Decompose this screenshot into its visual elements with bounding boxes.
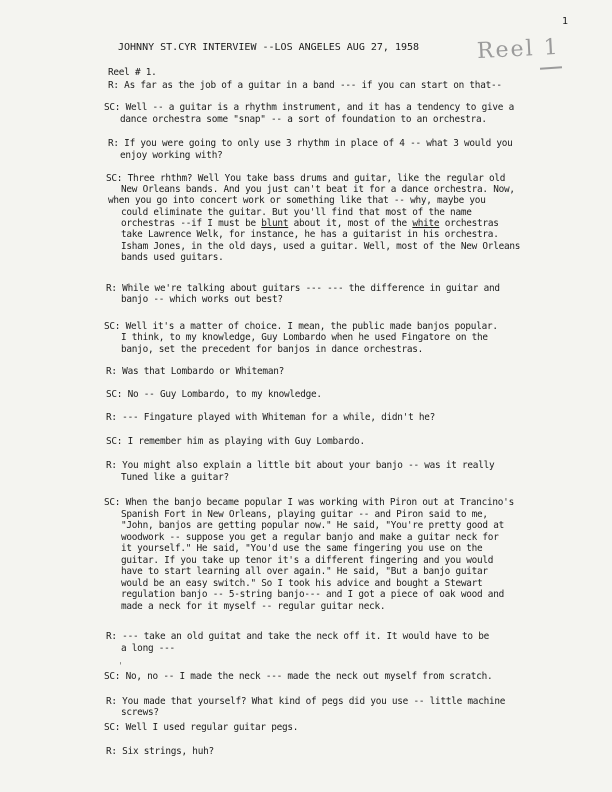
transcript-line: take Lawrence Welk, for instance, he has a guitarist in his orchestra. (121, 229, 499, 240)
transcript-line: SC: No, no -- I made the neck --- made the neck out myself from scratch. (104, 671, 493, 682)
transcript-line: banjo -- which works out best? (121, 294, 283, 305)
transcript-line: Spanish Fort in New Orleans, playing guitar -- and Piron said to me, (121, 509, 488, 520)
transcript-line: regulation banjo -- 5-string banjo--- and I got a piece of oak wood and (121, 589, 504, 600)
transcript-line: have to start learning all over again." He said, "But a banjo guitar (121, 566, 488, 577)
transcript-line: when you go into concert work or something like that -- why, maybe you (108, 195, 486, 206)
transcript-line: bands used guitars. (121, 252, 224, 263)
transcript-line: dance orchestra some "snap" -- a sort of foundation to an orchestra. (120, 114, 487, 125)
transcript-line: SC: Well it's a matter of choice. I mean, the public made banjos popular. (104, 321, 498, 332)
transcript-line: I think, to my knowledge, Guy Lombardo when he used Fingatore on the (121, 332, 488, 343)
transcript-line: Tuned like a guitar? (121, 472, 229, 483)
text-run: about it, most of the (288, 218, 413, 229)
transcript-line: SC: No -- Guy Lombardo, to my knowledge. (106, 389, 322, 400)
transcript-line: enjoy working with? (120, 150, 223, 161)
transcript-line: R: --- Fingature played with Whiteman for a while, didn't he? (106, 412, 436, 423)
document-header: JOHNNY ST.CYR INTERVIEW --LOS ANGELES AUG 27, 1958 (118, 42, 420, 53)
page-number: 1 (562, 16, 569, 27)
transcript-line: SC: Well I used regular guitar pegs. (104, 722, 299, 733)
transcript-line: screws? (121, 707, 159, 718)
transcript-line: R: You might also explain a little bit about your banjo -- was it really (106, 460, 495, 471)
transcript-line: SC: When the banjo became popular I was working with Piron out at Trancino's (104, 497, 514, 508)
transcript-line: R: As far as the job of a guitar in a band --- if you can start on that-- (108, 80, 502, 91)
transcript-line: R: If you were going to only use 3 rhythm in place of 4 -- what 3 would you (108, 138, 513, 149)
transcript-line: "John, banjos are getting popular now." He said, "You're pretty good at (121, 520, 504, 531)
pen-mark: ˌ (118, 656, 124, 666)
underlined-word-white: white (412, 218, 440, 229)
transcript-line: made a neck for it myself -- regular guitar neck. (121, 601, 386, 612)
text-run: orchestras (439, 218, 499, 229)
transcript-line: SC: Three rhthm? Well You take bass drums and guitar, like the regular old (106, 173, 506, 184)
transcript-line: New Orleans bands. And you just can't beat it for a dance orchestra. Now, (121, 184, 515, 195)
text-run: orchestras --if I must be (121, 218, 262, 229)
transcript-line: SC: I remember him as playing with Guy Lombardo. (106, 436, 365, 447)
transcript-line: woodwork -- suppose you get a regular banjo and make a guitar neck for (121, 532, 499, 543)
transcript-line: it yourself." He said, "You'd use the same fingering you use on the (121, 543, 483, 554)
transcript-line: R: Six strings, huh? (106, 746, 214, 757)
reel-stamp-handwritten: Reel 1 (476, 34, 561, 65)
reel-label: Reel # 1. (108, 67, 157, 78)
transcript-line: Isham Jones, in the old days, used a guitar. Well, most of the New Orleans (121, 241, 521, 252)
underlined-word-blunt: blunt (261, 218, 289, 229)
stamp-underline (540, 66, 562, 70)
transcript-line: would be an easy switch." So I took his advice and bought a Stewart (121, 578, 483, 589)
transcript-line: SC: Well -- a guitar is a rhythm instrument, and it has a tendency to give a (104, 102, 514, 113)
transcript-line: guitar. If you take up tenor it's a different fingering and you would (121, 555, 494, 566)
transcript-line: banjo, set the precedent for banjos in dance orchestras. (121, 344, 424, 355)
transcript-line: R: You made that yourself? What kind of pegs did you use -- little machine (106, 696, 506, 707)
transcript-line (121, 218, 499, 229)
transcript-line: a long --- (121, 643, 175, 654)
transcript-line: could eliminate the guitar. But you'll find that most of the name (121, 207, 472, 218)
transcript-line: R: While we're talking about guitars --- --- the difference in guitar and (106, 283, 500, 294)
transcript-line: R: Was that Lombardo or Whiteman? (106, 366, 285, 377)
transcript-line: R: --- take an old guitat and take the neck off it. It would have to be (106, 631, 489, 642)
